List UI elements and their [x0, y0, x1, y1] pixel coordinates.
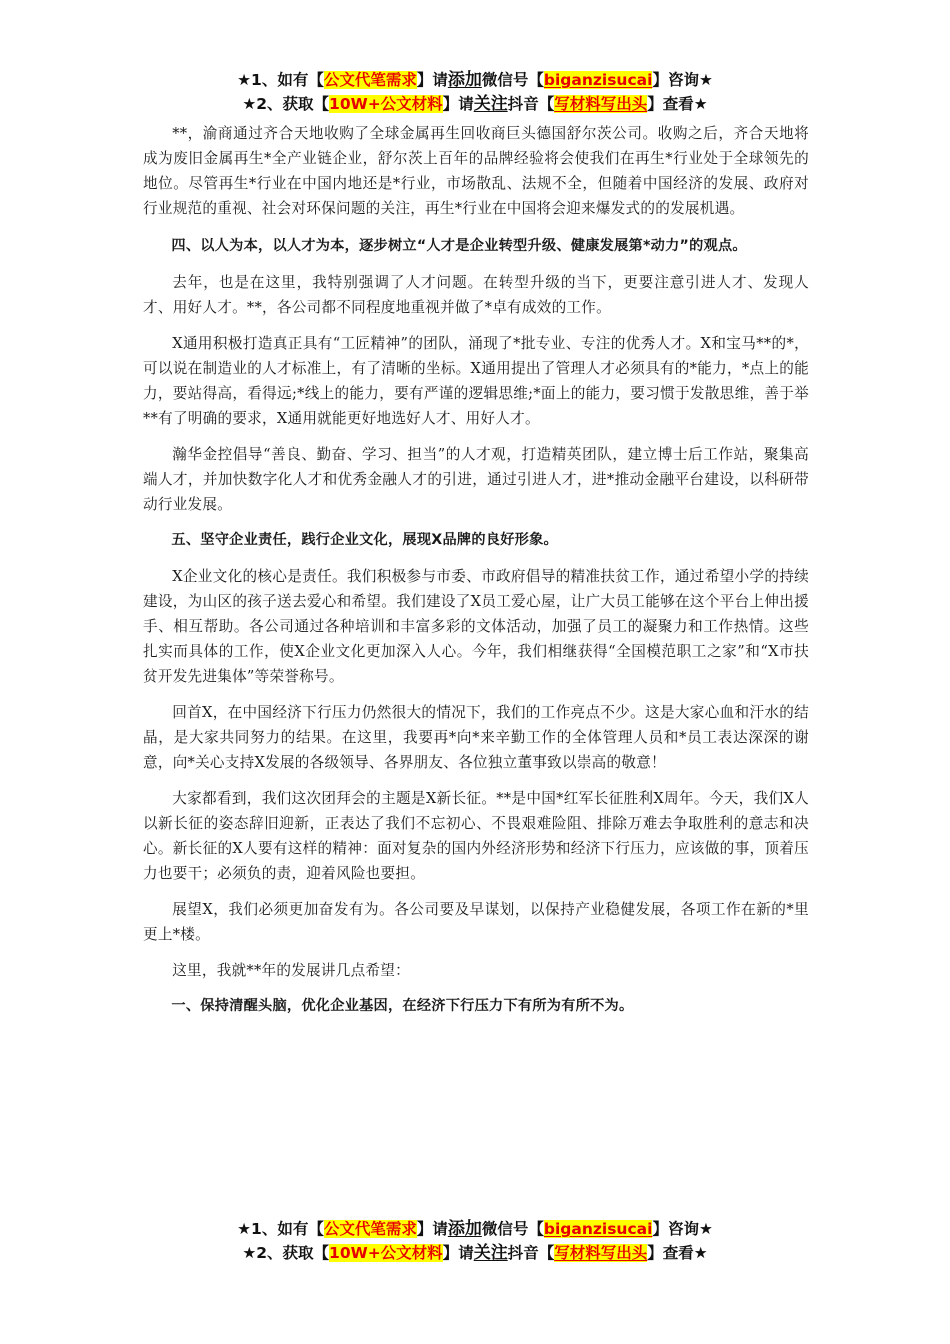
- document-body: [143, 121, 809, 1030]
- banner-line-2: [0, 92, 950, 116]
- banner-text: 】请: [416, 1220, 448, 1238]
- banner-highlight: 公文代笔需求: [323, 71, 417, 89]
- body-paragraph: 去年，也是在这里，我特别强调了人才问题。在转型升级的当下，更要注意引进人才、发现人才、用好人才。**，各公司都不同程度地重视并做了*卓有成效的工作。: [143, 274, 809, 316]
- banner-text: 抖音【: [507, 95, 555, 113]
- body-paragraph: X通用积极打造真正具有“工匠精神”的团队，涌现了*批专业、专注的优秀人才。X和宝马**的*，可以说在制造业的人才标准上，有了清晰的坐标。X通用提出了管理人才必须具有的*能力，*点上的能力，要站得高，看得远;*线上的能力，要有严谨的逻辑思维;*面上的能力，要习惯于发散思维，善于举**有了明确的要求，X通用就能更好地选好人才、用好人才。: [143, 335, 809, 427]
- body-paragraph: **，渝商通过齐合天地收购了全球金属再生回收商巨头德国舒尔茨公司。收购之后，齐合天地将成为废旧金属再生*全产业链企业，舒尔茨上百年的品牌经验将会使我们在再生*行业处于全球领先的地位。尽管再生*行业在中国内地还是*行业，市场散乱、法规不全，但随着中国经济的发展、政府对行业规范的重视、社会对环保问题的关注，再生*行业在中国将会迎来爆发式的的发展机遇。: [143, 125, 809, 217]
- banner-text: ★1、如有【: [237, 1220, 324, 1238]
- banner-text: 】咨询★: [652, 1220, 713, 1238]
- banner-text: 】请: [442, 1244, 474, 1262]
- banner-line-1: [0, 68, 950, 92]
- banner-douyin-id: 写材料写出头: [554, 1244, 648, 1262]
- body-paragraph: 大家都看到，我们这次团拜会的主题是X新长征。**是中国*红军长征胜利X周年。今天，我们X人以新长征的姿态辞旧迎新，正表达了我们不忘初心、不畏艰难险阻、排除万难去争取胜利的意志和决心。新长征的X人要有这样的精神：面对复杂的国内外经济形势和经济下行压力，应该做的事，顶着压力也要干；必须负的责，迎着风险也要担。: [143, 790, 809, 882]
- body-paragraph: 瀚华金控倡导“善良、勤奋、学习、担当”的人才观，打造精英团队，建立博士后工作站，聚集高端人才，并加快数字化人才和优秀金融人才的引进，通过引进人才，进*推动金融平台建设，以科研带动行业发展。: [143, 446, 809, 513]
- banner-text: 微信号【: [481, 71, 544, 89]
- banner-text: 】查看★: [647, 1244, 708, 1262]
- section-heading: 五、坚守企业责任，践行企业文化，展现X品牌的良好形象。: [171, 532, 558, 548]
- banner-emphasis: 添加: [447, 70, 482, 90]
- banner-text: ★1、如有【: [237, 71, 324, 89]
- body-paragraph: X企业文化的核心是责任。我们积极参与市委、市政府倡导的精准扶贫工作，通过希望小学的持续建设，为山区的孩子送去爱心和希望。我们建设了X员工爱心屋，让广大员工能够在这个平台上伸出援手、相互帮助。各公司通过各种培训和丰富多彩的文体活动，加强了员工的凝聚力和工作热情。这些扎实而具体的工作，使X企业文化更加深入人心。今年，我们相继获得“全国模范职工之家”和“X市扶贫开发先进集体”等荣誉称号。: [143, 568, 809, 685]
- banner-text: 微信号【: [481, 1220, 544, 1238]
- banner-emphasis: 关注: [473, 1243, 508, 1263]
- banner-highlight: 10W+公文材料: [329, 1244, 443, 1262]
- section-heading: 一、保持清醒头脑，优化企业基因，在经济下行压力下有所为有所不为。: [171, 998, 634, 1014]
- banner-emphasis: 添加: [447, 1219, 482, 1239]
- banner-wechat-id: biganzisucai: [543, 71, 653, 89]
- banner-emphasis: 关注: [473, 94, 508, 114]
- banner-douyin-id: 写材料写出头: [554, 95, 648, 113]
- banner-text: 抖音【: [507, 1244, 555, 1262]
- banner-wechat-id: biganzisucai: [543, 1220, 653, 1238]
- banner-line-2: [0, 1241, 950, 1265]
- section-heading: 四、以人为本，以人才为本，逐步树立“人才是企业转型升级、健康发展第*动力”的观点。: [171, 238, 747, 254]
- banner-text: 】咨询★: [652, 71, 713, 89]
- banner-text: 】请: [442, 95, 474, 113]
- header-banner: [0, 68, 950, 116]
- banner-text: 】查看★: [647, 95, 708, 113]
- banner-text: ★2、获取【: [242, 1244, 330, 1262]
- body-paragraph: 回首X，在中国经济下行压力仍然很大的情况下，我们的工作亮点不少。这是大家心血和汗水的结晶，是大家共同努力的结果。在这里，我要再*向*来辛勤工作的全体管理人员和*员工表达深深的谢意，向*关心支持X发展的各级领导、各界朋友、各位独立董事致以崇高的敬意！: [143, 704, 809, 771]
- footer-banner: [0, 1217, 950, 1265]
- body-paragraph: 展望X，我们必须更加奋发有为。各公司要及早谋划，以保持产业稳健发展，各项工作在新的*里更上*楼。: [143, 901, 809, 943]
- banner-text: 】请: [416, 71, 448, 89]
- banner-line-1: [0, 1217, 950, 1241]
- banner-highlight: 10W+公文材料: [329, 95, 443, 113]
- banner-highlight: 公文代笔需求: [323, 1220, 417, 1238]
- body-paragraph: 这里，我就**年的发展讲几点希望：: [172, 962, 410, 979]
- banner-text: ★2、获取【: [242, 95, 330, 113]
